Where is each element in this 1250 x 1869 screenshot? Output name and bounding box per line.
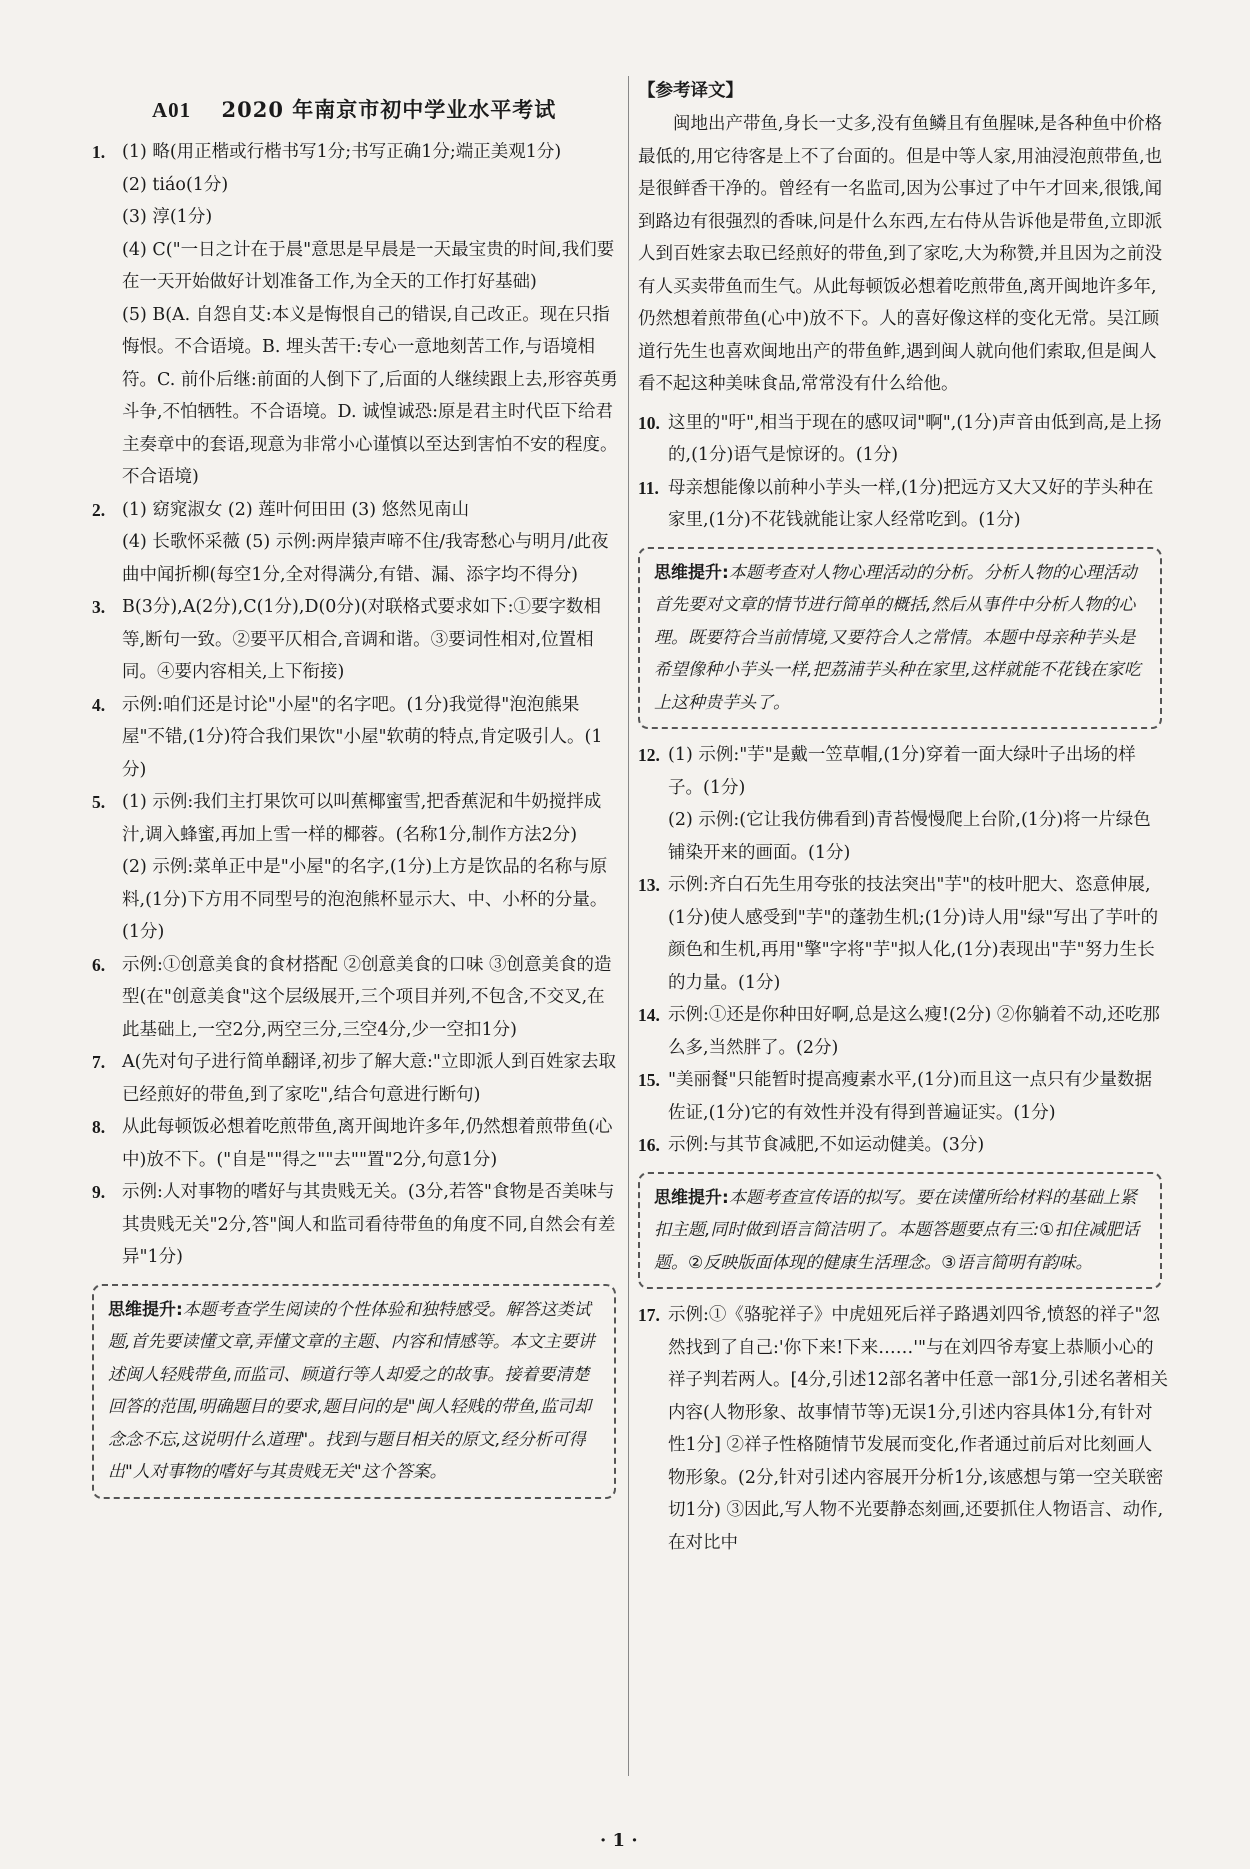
column-divider — [628, 76, 629, 1776]
answer-line: 示例:齐白石先生用夸张的技法突出"芋"的枝叶肥大、恣意伸展,(1分)使人感受到"芋"的蓬勃生机;(1分)诗人用"绿"写出了芋叶的颜色和生机,再用"擎"字将"芋"拟人化,(1分)表现出"芋"努力生长的力量。(1分) — [668, 875, 1159, 993]
exam-title: 2020 年南京市初中学业水平考试 — [221, 97, 557, 122]
answer-line: (1) 略(用正楷或行楷书写1分;书写正确1分;端正美观1分) — [122, 142, 562, 162]
answer-number: 13. — [638, 875, 660, 895]
answer-item — [638, 1129, 1168, 1162]
answer-number: 5. — [92, 792, 106, 812]
left-column — [92, 76, 622, 1509]
box-label: 思维提升: — [654, 562, 729, 583]
right-answer-list-a — [638, 407, 1168, 537]
answer-number: 1. — [92, 142, 106, 162]
answer-item — [92, 689, 622, 787]
answer-item — [638, 869, 1168, 999]
answer-line: (2) 示例:(它让我仿佛看到)青苔慢慢爬上台阶,(1分)将一片绿色铺染开来的画面。(1分) — [668, 810, 1151, 863]
answer-item — [92, 786, 622, 949]
answer-number: 3. — [92, 597, 106, 617]
answer-line: 示例:①还是你种田好啊,总是这么瘦!(2分) ②你躺着不动,还吃那么多,当然胖了。(2分) — [668, 1005, 1160, 1058]
answer-number: 10. — [638, 412, 660, 433]
answer-line: (1) 示例:我们主打果饮可以叫蕉椰蜜雪,把香蕉泥和牛奶搅拌成汁,调入蜂蜜,再加上雪一样的椰蓉。(名称1分,制作方法2分) — [122, 792, 602, 845]
answer-item — [92, 1111, 622, 1176]
answer-line: (4) 长歌怀采薇 (5) 示例:两岸猿声啼不住/我寄愁心与明月/此夜曲中闻折柳(每空1分,全对得满分,有错、漏、添字均不得分) — [122, 532, 609, 585]
answer-line: 示例:①《骆驼祥子》中虎妞死后祥子路遇刘四爷,愤怒的祥子"忽然找到了自己:'你下来!下来……'"与在刘四爷寿宴上恭顺小心的祥子判若两人。[4分,引述12部名著中任意一部1分,引述名著相关内容(人物形象、故事情节等)无误1分,引述内容具体1分,有针对性1分] ②祥子性格随情节发展而变化,作者通过前后对比刻画人物形象。(2分,针对引述内容展开分析1分,该感想与第一空关联密切1分) ③因此,写人物不光要静态刻画,还要抓住人物语言、动作,在对比中 — [668, 1305, 1168, 1553]
right-answer-list-b — [638, 739, 1168, 1162]
answer-line: (5) B(A. 自怨自艾:本义是悔恨自己的错误,自己改正。现在只指悔恨。不合语境。B. 埋头苦干:专心一意地刻苦工作,与语境相符。C. 前仆后继:前面的人倒下了,后面的人继续跟上去,形容英勇斗争,不怕牺牲。不合语境。D. 诚惶诚恐:原是君主时代臣下给君主奏章中的套语,现意为非常小心谨慎以至达到害怕不安的程度。不合语境) — [122, 304, 618, 487]
answer-item — [92, 1176, 622, 1274]
answer-line: 示例:人对事物的嗜好与其贵贱无关。(3分,若答"食物是否美味与其贵贱无关"2分,答"闽人和监司看待带鱼的角度不同,自然会有差异"1分) — [122, 1182, 616, 1267]
answer-item — [638, 407, 1168, 472]
answer-line: (1) 示例:"芋"是戴一笠草帽,(1分)穿着一面大绿叶子出场的样子。(1分) — [668, 745, 1136, 798]
answer-number: 14. — [638, 1005, 660, 1025]
answer-item — [638, 739, 1168, 869]
answer-item — [92, 1046, 622, 1111]
answer-item — [92, 494, 622, 592]
answer-item — [92, 136, 622, 494]
answer-number: 7. — [92, 1052, 106, 1072]
thinking-box-left — [92, 1284, 616, 1499]
answer-line: (4) C("一日之计在于晨"意思是早晨是一天最宝贵的时间,我们要在一天开始做好计划准备工作,为全天的工作打好基础) — [122, 239, 615, 292]
answer-line: A(先对句子进行简单翻译,初步了解大意:"立即派人到百姓家去取已经煎好的带鱼,到了家吃",结合句意进行断句) — [122, 1052, 616, 1105]
page-number: · 1 · — [600, 1830, 638, 1851]
answer-item — [638, 1064, 1168, 1129]
answer-line: (1) 窈窕淑女 (2) 莲叶何田田 (3) 悠然见南山 — [122, 499, 470, 520]
answer-item — [92, 591, 622, 689]
answer-item — [638, 999, 1168, 1064]
answer-line: 示例:咱们还是讨论"小屋"的名字吧。(1分)我觉得"泡泡熊果屋"不错,(1分)符合我们果饮"小屋"软萌的特点,肯定吸引人。(1分) — [122, 694, 603, 780]
answer-number: 16. — [638, 1135, 660, 1155]
page-title — [152, 94, 622, 124]
answer-line: (2) tiáo(1分) — [122, 174, 229, 195]
box-label: 思维提升: — [108, 1299, 183, 1320]
answer-line: 示例:①创意美食的食材搭配 ②创意美食的口味 ③创意美食的造型(在"创意美食"这个层级展开,三个项目并列,不包含,不交叉,在此基础上,一空2分,两空三分,三空4分,少一空扣1分) — [122, 954, 612, 1040]
answer-item — [92, 949, 622, 1047]
answer-item — [638, 472, 1168, 537]
answer-line: (3) 淳(1分) — [122, 207, 213, 227]
answer-number: 6. — [92, 954, 106, 975]
answer-number: 2. — [92, 499, 106, 520]
answer-line: 这里的"吁",相当于现在的感叹词"啊",(1分)声音由低到高,是上扬的,(1分)语气是惊讶的。(1分) — [668, 412, 1162, 465]
left-answer-list — [92, 136, 622, 1274]
answer-line: "美丽餐"只能暂时提高瘦素水平,(1分)而且这一点只有少量数据佐证,(1分)它的有效性并没有得到普遍证实。(1分) — [668, 1070, 1152, 1123]
answer-line: 示例:与其节食减肥,不如运动健美。(3分) — [668, 1135, 985, 1155]
box-label: 思维提升: — [654, 1187, 729, 1208]
answer-number: 12. — [638, 745, 660, 765]
answer-number: 9. — [92, 1182, 106, 1202]
answer-line: B(3分),A(2分),C(1分),D(0分)(对联格式要求如下:①要字数相等,断句一致。②要平仄相合,音调和谐。③要词性相对,位置相同。④要内容相关,上下衔接) — [122, 597, 601, 682]
box-text: 本题考查学生阅读的个性体验和独特感受。解答这类试题,首先要读懂文章,弄懂文章的主题、内容和情感等。本文主要讲述闽人轻贱带鱼,而监司、顾道行等人却爱之的故事。接着要清楚回答的范围,明确题目的要求,题目问的是"闽人轻贱的带鱼,监司却念念不忘,这说明什么道理"。找到与题目相关的原文,经分析可得出"人对事物的嗜好与其贵贱无关"这个答案。 — [108, 1299, 595, 1482]
right-column — [638, 76, 1168, 1559]
answer-line: 母亲想能像以前种小芋头一样,(1分)把远方又大又好的芋头种在家里,(1分)不花钱就能让家人经常吃到。(1分) — [668, 477, 1154, 530]
translation-heading: 【参考译文】 — [638, 81, 743, 101]
answer-number: 15. — [638, 1070, 660, 1090]
answer-item — [638, 1299, 1168, 1559]
answer-number: 11. — [638, 477, 659, 498]
answer-number: 8. — [92, 1117, 106, 1137]
answer-line: 从此每顿饭必想着吃煎带鱼,离开闽地许多年,仍然想着煎带鱼(心中)放不下。("自是""得之""去""置"2分,句意1分) — [122, 1117, 613, 1170]
box-text: 本题考查宣传语的拟写。要在读懂所给材料的基础上紧扣主题,同时做到语言简洁明了。本题答题要点有三:①扣住减肥话题。②反映版面体现的健康生活理念。③语言简明有韵味。 — [654, 1187, 1140, 1273]
thinking-box-right-2 — [638, 1172, 1162, 1290]
exam-code: A01 — [152, 98, 192, 122]
thinking-box-right-1 — [638, 547, 1162, 730]
answer-number: 17. — [638, 1305, 660, 1325]
right-answer-list-c — [638, 1299, 1168, 1559]
answer-number: 4. — [92, 694, 106, 715]
box-text: 本题考查对人物心理活动的分析。分析人物的心理活动首先要对文章的情节进行简单的概括,然后从事件中分析人物的心理。既要符合当前情境,又要符合人之常情。本题中母亲种芋头是希望像种小芋头一样,把荔浦芋头种在家里,这样就能不花钱在家吃上这种贵芋头了。 — [654, 562, 1141, 713]
translation-text: 闽地出产带鱼,身长一丈多,没有鱼鳞且有鱼腥味,是各种鱼中价格最低的,用它待客是上不了台面的。但是中等人家,用油浸泡煎带鱼,也是很鲜香干净的。曾经有一名监司,因为公事过了中午才回来,很饿,闻到路边有很强烈的香味,问是什么东西,左右侍从告诉他是带鱼,立即派人到百姓家去取已经煎好的带鱼,到了家吃,大为称赞,并且因为之前没有人买卖带鱼而生气。从此每顿饭必想着吃煎带鱼,离开闽地许多年,仍然想着煎带鱼(心中)放不下。人的喜好像这样的变化无常。吴江顾道行先生也喜欢闽地出产的带鱼鲊,遇到闽人就向他们索取,但是闽人看不起这种美味食品,常常没有什么给他。 — [638, 114, 1163, 394]
answer-line: (2) 示例:菜单正中是"小屋"的名字,(1分)上方是饮品的名称与原料,(1分)下方用不同型号的泡泡熊杯显示大、中、小杯的分量。(1分) — [122, 857, 608, 942]
